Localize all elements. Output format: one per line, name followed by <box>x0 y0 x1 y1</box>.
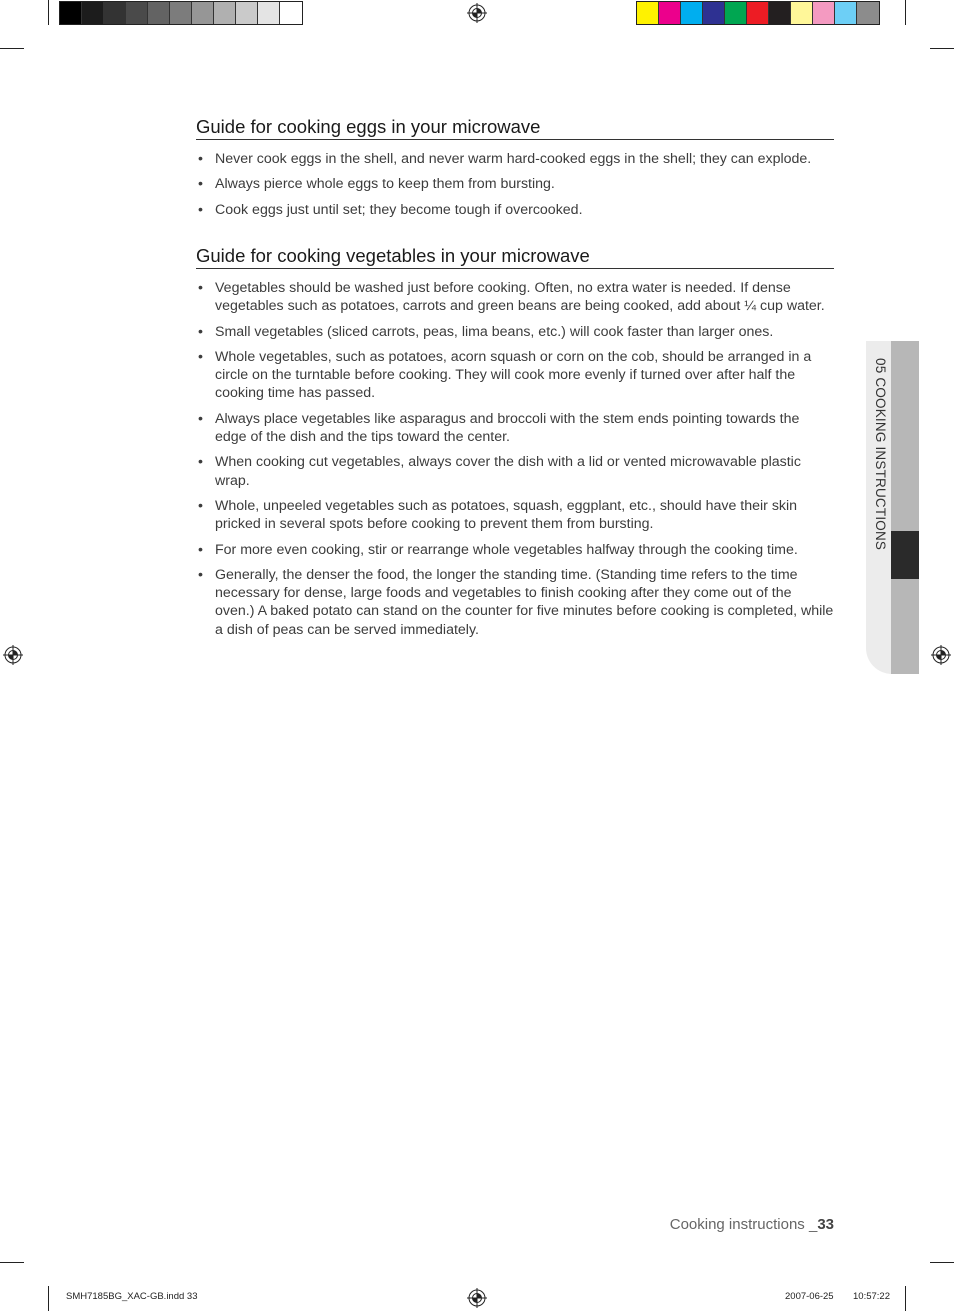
crop-mark <box>930 1262 954 1263</box>
chapter-tab-label: 05 COOKING INSTRUCTIONS <box>873 358 888 551</box>
registration-mark-icon <box>467 3 487 23</box>
crop-mark <box>0 48 24 49</box>
crop-mark <box>905 1286 906 1311</box>
color-swatch <box>681 2 703 24</box>
chapter-tab-marker <box>891 531 919 579</box>
list-item: • Whole, unpeeled vegetables such as potatoes, squash, eggplant, etc., should have their skin pricked in several spots before cooking to prevent them from bursting. <box>196 497 834 534</box>
color-swatch <box>214 2 236 24</box>
color-swatch <box>857 2 879 24</box>
color-swatch <box>126 2 148 24</box>
list-item: • For more even cooking, stir or rearrange whole vegetables halfway through the cooking time. <box>196 541 834 559</box>
list-item: • Small vegetables (sliced carrots, peas, lima beans, etc.) will cook faster than larger ones. <box>196 323 834 341</box>
color-swatch <box>791 2 813 24</box>
registration-mark-icon <box>931 645 951 665</box>
list-item: • Whole vegetables, such as potatoes, acorn squash or corn on the cob, should be arranged in a circle on the turntable before cooking. They will cook more evenly if turned over after half the cooking time has passed. <box>196 348 834 403</box>
chapter-tab-strip <box>891 341 919 674</box>
crop-mark <box>905 0 906 25</box>
eggs-list <box>196 150 834 219</box>
color-swatch <box>813 2 835 24</box>
process-color-bar <box>636 1 880 25</box>
color-swatch <box>170 2 192 24</box>
slug-file-name: SMH7185BG_XAC-GB.indd 33 <box>66 1291 198 1302</box>
crop-mark <box>48 1286 49 1311</box>
color-swatch <box>280 2 302 24</box>
vegetables-section-title: Guide for cooking vegetables in your microwave <box>196 245 834 269</box>
color-swatch <box>236 2 258 24</box>
color-swatch <box>104 2 126 24</box>
page-footer <box>670 1216 834 1233</box>
crop-mark <box>930 48 954 49</box>
color-swatch <box>82 2 104 24</box>
crop-mark <box>48 0 49 25</box>
list-item: • When cooking cut vegetables, always cover the dish with a lid or vented microwavable plastic wrap. <box>196 453 834 490</box>
color-swatch <box>769 2 791 24</box>
registration-mark-icon <box>467 1288 487 1308</box>
color-swatch <box>192 2 214 24</box>
list-item: • Always place vegetables like asparagus and broccoli with the stem ends pointing towards the edge of the dish and the tips toward the center. <box>196 410 834 447</box>
page-number: 33 <box>817 1216 834 1233</box>
eggs-section <box>196 116 834 226</box>
slug-date: 2007-06-25 <box>785 1291 834 1302</box>
color-swatch <box>725 2 747 24</box>
list-item: • Never cook eggs in the shell, and never warm hard-cooked eggs in the shell; they can explode. <box>196 150 834 168</box>
list-item: • Vegetables should be washed just before cooking. Often, no extra water is needed. If dense vegetables such as potatoes, carrots and green beans are being cooked, add about ¼ cup water. <box>196 279 834 316</box>
vegetables-list <box>196 279 834 639</box>
color-swatch <box>703 2 725 24</box>
color-swatch <box>60 2 82 24</box>
color-swatch <box>637 2 659 24</box>
list-item: • Cook eggs just until set; they become tough if overcooked. <box>196 201 834 219</box>
list-item: • Always pierce whole eggs to keep them from bursting. <box>196 175 834 193</box>
crop-mark <box>0 1262 24 1263</box>
slug-time: 10:57:22 <box>853 1291 890 1302</box>
color-swatch <box>747 2 769 24</box>
eggs-section-title: Guide for cooking eggs in your microwave <box>196 116 834 140</box>
color-swatch <box>148 2 170 24</box>
footer-section-name: Cooking instructions _ <box>669 1216 818 1233</box>
vegetables-section <box>196 245 834 646</box>
color-swatch <box>835 2 857 24</box>
registration-mark-icon <box>3 645 23 665</box>
color-swatch <box>258 2 280 24</box>
grayscale-color-bar <box>59 1 303 25</box>
color-swatch <box>659 2 681 24</box>
list-item: • Generally, the denser the food, the longer the standing time. (Standing time refers to the time necessary for dense, large foods and vegetables to finish cooking after they come out of the oven.) A baked potato can stand on the counter for five minutes before cooking is completed, while a dish of peas can be served immediately. <box>196 566 834 639</box>
